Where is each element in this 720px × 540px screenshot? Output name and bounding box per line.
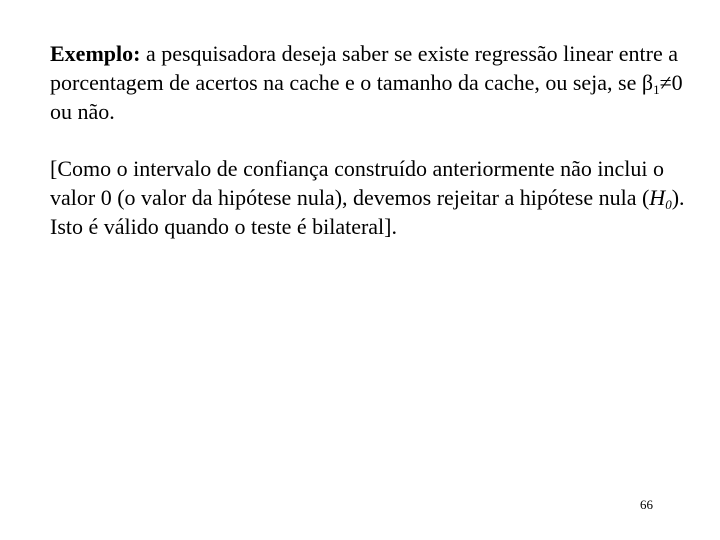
beta-symbol: β — [641, 70, 654, 95]
conclusion-text-end: ). Isto é válido quando o teste é bilateral]. — [50, 185, 685, 239]
example-paragraph — [50, 39, 690, 126]
h-symbol: H — [649, 185, 666, 210]
not-equal-zero: ≠0 — [659, 70, 683, 95]
beta-subscript: 1 — [653, 82, 660, 97]
conclusion-text: [Como o intervalo de confiança construído anteriormente não inclui o valor 0 (o valor da hipótese nula), devemos rejeitar a hipótese nula ( — [50, 156, 664, 210]
example-question-text: a pesquisadora deseja saber se existe regressão linear entre a porcentagem de acertos na cache e o tamanho da cache, ou seja, se — [50, 41, 678, 95]
example-question-end: ou não. — [50, 99, 115, 124]
example-label: Exemplo: — [50, 41, 141, 66]
h-subscript: 0 — [665, 197, 672, 212]
conclusion-paragraph — [50, 154, 690, 241]
page-number: 66 — [640, 497, 653, 512]
